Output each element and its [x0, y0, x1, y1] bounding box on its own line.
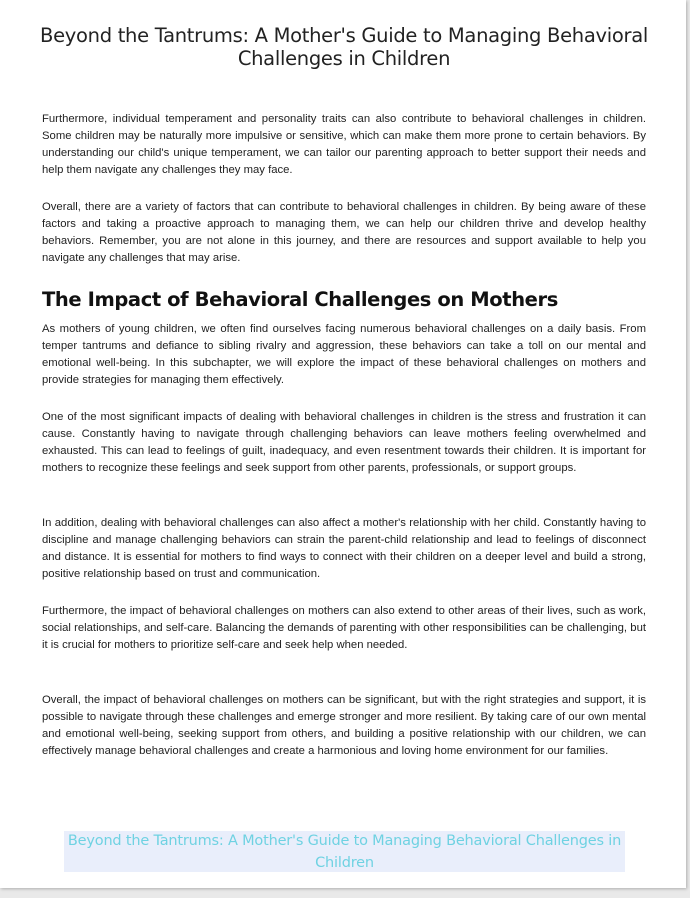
section-paragraph-2: One of the most significant impacts of dealing with behavioral challenges in children is the stress and frustration it can cause. Constantly having to navigate through challenging behaviors can leave mothers feeling overwhelmed and exhausted. This can lead to feelings of guilt, inadequacy, and even resentment towards their children. It is important for mothers to recognize these feelings and seek support from other parents, professionals, or support groups.: [42, 411, 646, 474]
section-heading: The Impact of Behavioral Challenges on Mothers: [42, 288, 558, 311]
intro-paragraph-2: Overall, there are a variety of factors that can contribute to behavioral challenges in children. By being aware of these factors and taking a proactive approach to managing them, we can help our children thrive and develop healthy behaviors. Remember, you are not alone in this journey, and there are resources and support available to help you navigate any challenges that may arise.: [42, 201, 646, 264]
running-footer-title: Beyond the Tantrums: A Mother's Guide to Managing Behavioral Challenges in Children: [64, 831, 625, 872]
section-paragraph-1: As mothers of young children, we often find ourselves facing numerous behavioral challenges on a daily basis. From temper tantrums and defiance to sibling rivalry and aggression, these behaviors can take a toll on our mental and emotional well-being. In this subchapter, we will explore the impact of these behavioral challenges on mothers and provide strategies for managing them effectively.: [42, 323, 646, 386]
section-paragraph-3: In addition, dealing with behavioral challenges can also affect a mother's relationship with her child. Constantly having to discipline and manage challenging behaviors can strain the parent-child relationship and lead to feelings of disconnect and distance. It is essential for mothers to find ways to connect with their children on a deeper level and build a strong, positive relationship based on trust and communication.: [42, 517, 646, 580]
page-title: Beyond the Tantrums: A Mother's Guide to Managing Behavioral Challenges in Children: [40, 24, 648, 70]
section-paragraph-4: Furthermore, the impact of behavioral challenges on mothers can also extend to other areas of their lives, such as work, social relationships, and self-care. Balancing the demands of parenting with other responsibilities can be challenging, but it is crucial for mothers to prioritize self-care and seek help when needed.: [42, 605, 646, 651]
intro-paragraph-1: Furthermore, individual temperament and personality traits can also contribute to behavioral challenges in children. Some children may be naturally more impulsive or sensitive, which can make them more prone to certain behaviors. By understanding our child's unique temperament, we can tailor our parenting approach to better support their needs and help them navigate any challenges they may face.: [42, 113, 646, 176]
section-paragraph-5: Overall, the impact of behavioral challenges on mothers can be significant, but with the right strategies and support, it is possible to navigate through these challenges and emerge stronger and more resilient. By taking care of our own mental and emotional well-being, seeking support from others, and building a positive relationship with our children, we can effectively manage behavioral challenges and create a harmonious and loving home environment for our families.: [42, 694, 646, 757]
